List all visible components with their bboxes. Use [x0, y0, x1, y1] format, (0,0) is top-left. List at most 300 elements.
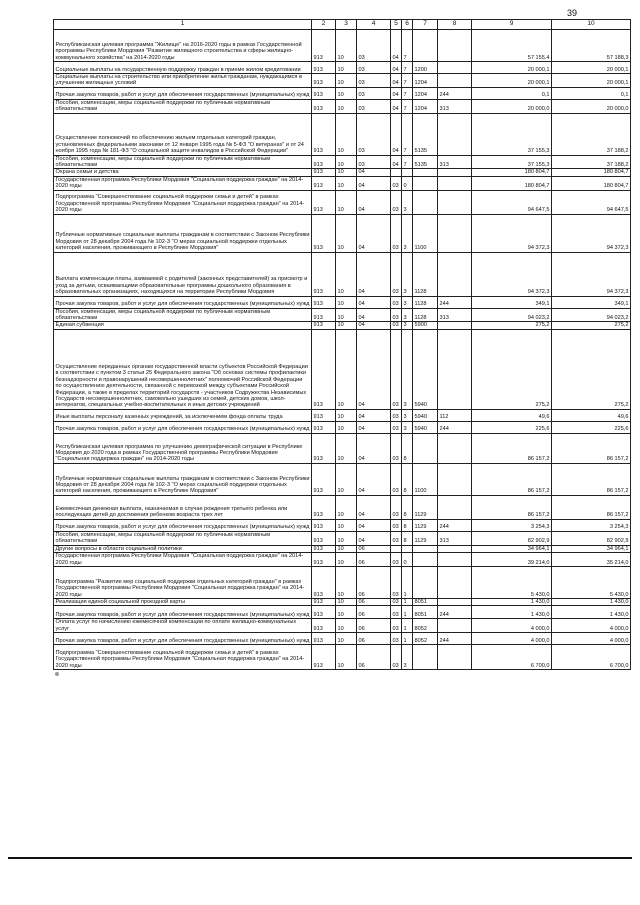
cell-cs3: 8051: [413, 598, 438, 605]
row-description: Ежемесячная денежная выплата, назначаемая в случае рождения третьего ребенка или последующих детей до достижения ребенком возраста трех лет: [54, 495, 312, 519]
table-row: [54, 519, 631, 531]
cell-amount-2020: 82 902,9: [552, 531, 631, 545]
table-row: [54, 633, 631, 645]
cell-amount-2019: 4 000,0: [472, 619, 552, 633]
cell-pr: 04: [357, 463, 391, 495]
cell-cs3: 1128: [413, 296, 438, 308]
cell-gr: 913: [312, 409, 336, 421]
cell-amount-2019: 5 430,0: [472, 566, 552, 598]
table-row: [54, 495, 631, 519]
cell-cs2: 8: [402, 531, 413, 545]
cell-amount-2019: 3 254,3: [472, 519, 552, 531]
cell-gr: 913: [312, 308, 336, 322]
table-row: [54, 531, 631, 545]
cell-amount-2019: 94 372,3: [472, 214, 552, 252]
cell-vr: 244: [438, 421, 472, 433]
cell-amount-2019: 6 700,0: [472, 645, 552, 670]
cell-gr: 913: [312, 519, 336, 531]
cell-gr: 913: [312, 190, 336, 214]
cell-pr: 04: [357, 176, 391, 190]
cell-pr: 04: [357, 329, 391, 409]
cell-cs2: 3: [402, 322, 413, 329]
cell-cs3: [413, 176, 438, 190]
cell-amount-2020: 6 700,0: [552, 645, 631, 670]
cell-vr: [438, 252, 472, 296]
cell-vr: [438, 30, 472, 62]
cell-gr: 913: [312, 214, 336, 252]
cell-amount-2019: 82 902,9: [472, 531, 552, 545]
table-row: [54, 190, 631, 214]
cell-rz: 10: [336, 619, 357, 633]
cell-pr: 04: [357, 531, 391, 545]
cell-amount-2019: 49,6: [472, 409, 552, 421]
cell-pr: 04: [357, 214, 391, 252]
table-row: [54, 296, 631, 308]
table-row: [54, 421, 631, 433]
cell-rz: 10: [336, 566, 357, 598]
cell-cs3: [413, 169, 438, 176]
budget-table: [53, 19, 631, 670]
cell-amount-2019: 0,1: [472, 87, 552, 99]
cell-pr: 06: [357, 633, 391, 645]
cell-cs3: 1204: [413, 87, 438, 99]
cell-amount-2020: 94 372,3: [552, 252, 631, 296]
cell-amount-2020: 225,6: [552, 421, 631, 433]
cell-gr: 913: [312, 606, 336, 619]
cell-cs2: 7: [402, 74, 413, 88]
table-row: [54, 329, 631, 409]
cell-rz: 10: [336, 296, 357, 308]
cell-cs1: 03: [391, 633, 402, 645]
cell-amount-2019: 225,6: [472, 421, 552, 433]
cell-rz: 10: [336, 545, 357, 552]
row-description: Республиканская целевая программа "Жилище" на 2016-2020 годы в рамках Государственной программы Республики Мордовия "Развитие жилищного строительства и сферы жилищно-коммунального хозяйства" на 2014-2020 годы: [54, 30, 312, 62]
table-row: [54, 74, 631, 88]
cell-rz: 10: [336, 519, 357, 531]
cell-cs3: 1129: [413, 495, 438, 519]
cell-cs1: 03: [391, 553, 402, 567]
table-row: [54, 433, 631, 463]
cell-pr: 03: [357, 155, 391, 169]
cell-amount-2019: 275,2: [472, 329, 552, 409]
cell-amount-2020: 34 964,1: [552, 545, 631, 552]
cell-cs2: 3: [402, 409, 413, 421]
page-number: 39: [567, 8, 578, 18]
cell-gr: 913: [312, 30, 336, 62]
cell-cs1: 03: [391, 645, 402, 670]
cell-cs1: 04: [391, 87, 402, 99]
table-body: [54, 20, 631, 670]
cell-vr: [438, 598, 472, 605]
cell-pr: 04: [357, 296, 391, 308]
row-description: Прочая закупка товаров, работ и услуг для обеспечения государственных (муниципальных) нужд: [54, 519, 312, 531]
cell-rz: 10: [336, 531, 357, 545]
cell-amount-2019: 57 155,4: [472, 30, 552, 62]
cell-amount-2019: 94 372,3: [472, 252, 552, 296]
cell-pr: 04: [357, 409, 391, 421]
cell-gr: 913: [312, 169, 336, 176]
table-row: [54, 87, 631, 99]
cell-amount-2019: 275,2: [472, 322, 552, 329]
cell-amount-2020: 86 157,2: [552, 433, 631, 463]
cell-gr: 913: [312, 87, 336, 99]
cell-amount-2020: 275,2: [552, 322, 631, 329]
cell-cs2: 0: [402, 176, 413, 190]
cell-rz: 10: [336, 113, 357, 155]
cell-cs2: 0: [402, 553, 413, 567]
cell-cs1: 03: [391, 519, 402, 531]
cell-cs2: 7: [402, 113, 413, 155]
table-row: [54, 619, 631, 633]
cell-rz: 10: [336, 322, 357, 329]
cell-vr: [438, 322, 472, 329]
cell-cs1: 03: [391, 409, 402, 421]
cell-cs2: 7: [402, 99, 413, 113]
cell-pr: 03: [357, 99, 391, 113]
table-row: [54, 62, 631, 74]
row-description: Реализация единой социальной проездной карты: [54, 598, 312, 605]
cell-vr: [438, 433, 472, 463]
row-description: Прочая закупка товаров, работ и услуг для обеспечения государственных (муниципальных) нужд: [54, 633, 312, 645]
cell-pr: 04: [357, 252, 391, 296]
cell-pr: 04: [357, 190, 391, 214]
cell-gr: 913: [312, 421, 336, 433]
cell-gr: 913: [312, 252, 336, 296]
cell-amount-2020: 180 804,7: [552, 169, 631, 176]
cell-gr: 913: [312, 645, 336, 670]
cell-gr: 913: [312, 633, 336, 645]
cell-amount-2020: 20 000,1: [552, 62, 631, 74]
table-row: [54, 322, 631, 329]
table-row: [54, 99, 631, 113]
table-row: [54, 598, 631, 605]
cell-rz: 10: [336, 329, 357, 409]
cell-amount-2020: 57 188,3: [552, 30, 631, 62]
cell-vr: 112: [438, 409, 472, 421]
column-header: 5: [391, 20, 402, 30]
row-description: Прочая закупка товаров, работ и услуг для обеспечения государственных (муниципальных) нужд: [54, 296, 312, 308]
cell-amount-2020: 1 430,0: [552, 598, 631, 605]
column-header: 1: [54, 20, 312, 30]
cell-pr: 03: [357, 113, 391, 155]
cell-vr: [438, 463, 472, 495]
cell-rz: 10: [336, 463, 357, 495]
cell-vr: [438, 113, 472, 155]
cell-cs3: 5940: [413, 409, 438, 421]
row-description: Другие вопросы в области социальной политики: [54, 545, 312, 552]
row-description: Прочая закупка товаров, работ и услуг для обеспечения государственных (муниципальных) нужд: [54, 87, 312, 99]
row-description: Подпрограмма "Совершенствование социальной поддержки семьи и детей" в рамках Государственной программы Республики Мордовия "Социальная поддержка граждан" на 2014-2020 годы: [54, 190, 312, 214]
cell-pr: 06: [357, 598, 391, 605]
cell-cs1: 04: [391, 74, 402, 88]
cell-cs3: [413, 190, 438, 214]
cell-vr: [438, 190, 472, 214]
cell-vr: 244: [438, 296, 472, 308]
cell-amount-2020: 94 372,3: [552, 214, 631, 252]
cell-amount-2019: 39 214,0: [472, 553, 552, 567]
cell-rz: 10: [336, 214, 357, 252]
cell-vr: 244: [438, 606, 472, 619]
row-description: Осуществление переданных органам государственной власти субъектов Российской Федерации в соответствии с пунктом 3 статьи 25 Федерального закона "Об основах системы профилактики безнадзорности и правонарушений несовершеннолетних" полномочий Российской Федерации по осуществлению деятельности, связанной с перевозкой между субъектами Российской Федерации, а также в пределах территорий государств - участников Содружества Независимых Государств несовершеннолетних, самовольно ушедших из семей, детских домов, школ-интернатов, специальных учебно-воспитательных и иных детских учреждений: [54, 329, 312, 409]
cell-amount-2020: 180 804,7: [552, 176, 631, 190]
cell-cs2: 8: [402, 433, 413, 463]
table-row: [54, 155, 631, 169]
cell-amount-2020: 86 157,2: [552, 463, 631, 495]
cell-amount-2019: 20 000,1: [472, 62, 552, 74]
cell-amount-2019: 34 964,1: [472, 545, 552, 552]
cell-amount-2020: 94 647,5: [552, 190, 631, 214]
cell-gr: 913: [312, 99, 336, 113]
cell-amount-2020: 4 000,0: [552, 633, 631, 645]
cell-vr: [438, 176, 472, 190]
cell-cs2: 3: [402, 190, 413, 214]
cell-gr: 913: [312, 619, 336, 633]
cell-rz: 10: [336, 433, 357, 463]
cell-cs2: 3: [402, 214, 413, 252]
cell-pr: 03: [357, 62, 391, 74]
cell-rz: 10: [336, 155, 357, 169]
cell-cs3: 5940: [413, 329, 438, 409]
cell-gr: 913: [312, 598, 336, 605]
cell-rz: 10: [336, 633, 357, 645]
cell-vr: 313: [438, 308, 472, 322]
table-row: [54, 645, 631, 670]
cell-vr: [438, 566, 472, 598]
cell-cs1: 03: [391, 421, 402, 433]
table-row: [54, 545, 631, 552]
cell-gr: 913: [312, 566, 336, 598]
table-row: [54, 252, 631, 296]
cell-cs2: 3: [402, 421, 413, 433]
cell-vr: 313: [438, 531, 472, 545]
cell-cs2: 3: [402, 252, 413, 296]
cell-rz: 10: [336, 598, 357, 605]
cell-cs2: 1: [402, 598, 413, 605]
cell-vr: 313: [438, 155, 472, 169]
table-row: [54, 30, 631, 62]
cell-amount-2019: 349,1: [472, 296, 552, 308]
cell-cs1: 03: [391, 296, 402, 308]
cell-cs1: 03: [391, 322, 402, 329]
cell-cs1: 04: [391, 62, 402, 74]
table-row: [54, 553, 631, 567]
cell-cs3: [413, 645, 438, 670]
cell-amount-2019: 37 155,3: [472, 113, 552, 155]
table-row: [54, 214, 631, 252]
cell-pr: 03: [357, 74, 391, 88]
cell-rz: 10: [336, 62, 357, 74]
column-header: 10: [552, 20, 631, 30]
cell-cs1: 03: [391, 190, 402, 214]
cell-amount-2020: 3 254,3: [552, 519, 631, 531]
cell-cs1: 04: [391, 155, 402, 169]
cell-cs1: 03: [391, 433, 402, 463]
cell-cs3: [413, 566, 438, 598]
cell-cs2: [402, 545, 413, 552]
cell-vr: [438, 495, 472, 519]
cell-pr: 04: [357, 308, 391, 322]
cell-cs2: 8: [402, 519, 413, 531]
cell-pr: 03: [357, 87, 391, 99]
cell-pr: 04: [357, 519, 391, 531]
row-description: Пособия, компенсации, меры социальной поддержки по публичным нормативным обязательствам: [54, 155, 312, 169]
cell-amount-2019: 4 000,0: [472, 633, 552, 645]
cell-rz: 10: [336, 190, 357, 214]
cell-cs2: 3: [402, 329, 413, 409]
cell-amount-2019: 86 157,2: [472, 433, 552, 463]
table-row: [54, 463, 631, 495]
cell-pr: 04: [357, 495, 391, 519]
cell-rz: 10: [336, 495, 357, 519]
cell-pr: 06: [357, 619, 391, 633]
cell-rz: 10: [336, 421, 357, 433]
cell-vr: [438, 214, 472, 252]
cell-cs2: 1: [402, 566, 413, 598]
cell-cs1: 03: [391, 566, 402, 598]
row-description: Иные выплаты персоналу казенных учреждений, за исключением фонда оплаты труда: [54, 409, 312, 421]
cell-cs1: 03: [391, 308, 402, 322]
cell-rz: 10: [336, 169, 357, 176]
cell-cs3: 1128: [413, 252, 438, 296]
cell-pr: 06: [357, 566, 391, 598]
cell-rz: 10: [336, 409, 357, 421]
cell-cs1: 03: [391, 252, 402, 296]
cell-amount-2019: 86 157,2: [472, 463, 552, 495]
cell-vr: 244: [438, 87, 472, 99]
cell-gr: 913: [312, 463, 336, 495]
cell-pr: 04: [357, 169, 391, 176]
cell-amount-2020: 1 430,0: [552, 606, 631, 619]
cell-gr: 913: [312, 553, 336, 567]
cell-amount-2020: 4 000,0: [552, 619, 631, 633]
table-row: [54, 176, 631, 190]
cell-gr: 913: [312, 531, 336, 545]
cell-vr: [438, 329, 472, 409]
row-description: Выплата компенсации платы, взимаемой с родителей (законных представителей) за присмотр и уход за детьми, осваивающими образовательные программы дошкольного образования в образовательных организациях, находящихся на территории Республики Мордовия: [54, 252, 312, 296]
cell-cs2: 7: [402, 155, 413, 169]
column-header: 3: [336, 20, 357, 30]
row-description: Государственная программа Республики Мордовия "Социальная поддержка граждан" на 2014-2020 годы: [54, 553, 312, 567]
cell-rz: 10: [336, 308, 357, 322]
cell-cs1: [391, 545, 402, 552]
cell-gr: 913: [312, 495, 336, 519]
cell-cs3: [413, 545, 438, 552]
cell-cs2: 3: [402, 308, 413, 322]
cell-amount-2020: 5 430,0: [552, 566, 631, 598]
cell-cs2: 3: [402, 645, 413, 670]
cell-cs3: 5900: [413, 322, 438, 329]
page-bottom-rule: [8, 857, 632, 859]
cell-amount-2019: 20 000,1: [472, 74, 552, 88]
column-header: 6: [402, 20, 413, 30]
cell-cs2: 3: [402, 296, 413, 308]
cell-rz: 10: [336, 87, 357, 99]
cell-cs3: 5135: [413, 113, 438, 155]
row-description: Прочая закупка товаров, работ и услуг для обеспечения государственных (муниципальных) нужд: [54, 421, 312, 433]
cell-amount-2020: 20 000,1: [552, 74, 631, 88]
cell-amount-2020: 349,1: [552, 296, 631, 308]
cell-cs3: [413, 433, 438, 463]
cell-cs3: 1129: [413, 519, 438, 531]
cell-pr: 06: [357, 606, 391, 619]
row-description: Государственная программа Республики Мордовия "Социальная поддержка граждан" на 2014-2020 годы: [54, 176, 312, 190]
cell-rz: 10: [336, 176, 357, 190]
cell-vr: [438, 169, 472, 176]
cell-amount-2020: 0,1: [552, 87, 631, 99]
cell-rz: 10: [336, 645, 357, 670]
cell-vr: [438, 545, 472, 552]
table-row: [54, 606, 631, 619]
row-description: Единая субвенция: [54, 322, 312, 329]
cell-vr: [438, 74, 472, 88]
table-row: [54, 409, 631, 421]
cell-cs2: 8: [402, 463, 413, 495]
cell-gr: 913: [312, 113, 336, 155]
cell-pr: 06: [357, 545, 391, 552]
cell-gr: 913: [312, 296, 336, 308]
cell-cs3: 5135: [413, 155, 438, 169]
cell-cs3: 1204: [413, 99, 438, 113]
table-row: [54, 169, 631, 176]
cell-cs3: 8051: [413, 606, 438, 619]
cell-cs3: [413, 30, 438, 62]
cell-cs1: 03: [391, 495, 402, 519]
cell-gr: 913: [312, 545, 336, 552]
cell-cs1: 03: [391, 598, 402, 605]
cell-pr: 04: [357, 421, 391, 433]
cell-vr: [438, 645, 472, 670]
cell-amount-2020: 86 157,2: [552, 495, 631, 519]
row-description: Публичные нормативные социальные выплаты гражданам в соответствии с Законом Республики Мордовия от 28 декабря 2004 года № 102-З "О мерах социальной поддержки отдельных категорий населения, проживающего в Республике Мордовия": [54, 463, 312, 495]
cell-rz: 10: [336, 74, 357, 88]
cell-pr: 04: [357, 433, 391, 463]
row-description: Пособия, компенсации, меры социальной поддержки по публичным нормативным обязательствам: [54, 99, 312, 113]
cell-gr: 913: [312, 322, 336, 329]
cell-amount-2019: 180 804,7: [472, 169, 552, 176]
column-header: 4: [357, 20, 391, 30]
row-description: Публичные нормативные социальные выплаты гражданам в соответствии с Законом Республики Мордовия от 28 декабря 2004 года № 102-З "О мерах социальной поддержки отдельных категорий населения, проживающего в Республике Мордовия": [54, 214, 312, 252]
row-description: Пособия, компенсации, меры социальной поддержки по публичным нормативным обязательствам: [54, 308, 312, 322]
cell-amount-2020: 20 000,0: [552, 99, 631, 113]
cell-cs1: 03: [391, 176, 402, 190]
row-description: Подпрограмма "Развитие мер социальной поддержки отдельных категорий граждан" в рамках Государственной программы Республики Мордовия "Социальная поддержка граждан" на 2014-2020 годы: [54, 566, 312, 598]
cell-cs2: 7: [402, 62, 413, 74]
row-description: Осуществление полномочий по обеспечению жильем отдельных категорий граждан, установленных федеральными законами от 12 января 1995 года № 5-ФЗ "О ветеранах" и от 24 ноября 1995 года № 181-ФЗ "О социальной защите инвалидов в Российской Федерации": [54, 113, 312, 155]
column-header: 2: [312, 20, 336, 30]
row-description: Подпрограмма "Совершенствование социальной поддержки семьи и детей" в рамках Государственной программы Республики Мордовия "Социальная поддержка граждан" на 2014-2020 годы: [54, 645, 312, 670]
row-description: Социальные выплаты на государственную поддержку граждан в приеме жилом кредитовании: [54, 62, 312, 74]
cell-vr: [438, 619, 472, 633]
cell-cs3: 8052: [413, 633, 438, 645]
cell-cs1: 03: [391, 329, 402, 409]
cell-cs2: 1: [402, 633, 413, 645]
cell-amount-2020: 94 023,2: [552, 308, 631, 322]
cell-amount-2019: 94 647,5: [472, 190, 552, 214]
table-row: [54, 308, 631, 322]
column-header: 9: [472, 20, 552, 30]
table-row: [54, 113, 631, 155]
table-row: [54, 566, 631, 598]
cell-cs1: 03: [391, 214, 402, 252]
cell-gr: 913: [312, 329, 336, 409]
cell-gr: 913: [312, 176, 336, 190]
cell-cs1: [391, 169, 402, 176]
row-description: Социальные выплаты на строительство или приобретение жилья гражданам, нуждающимся в улучшении жилищных условий: [54, 74, 312, 88]
cell-cs3: 1100: [413, 463, 438, 495]
cell-cs2: 7: [402, 30, 413, 62]
cell-cs3: 8052: [413, 619, 438, 633]
cell-amount-2020: 275,2: [552, 329, 631, 409]
